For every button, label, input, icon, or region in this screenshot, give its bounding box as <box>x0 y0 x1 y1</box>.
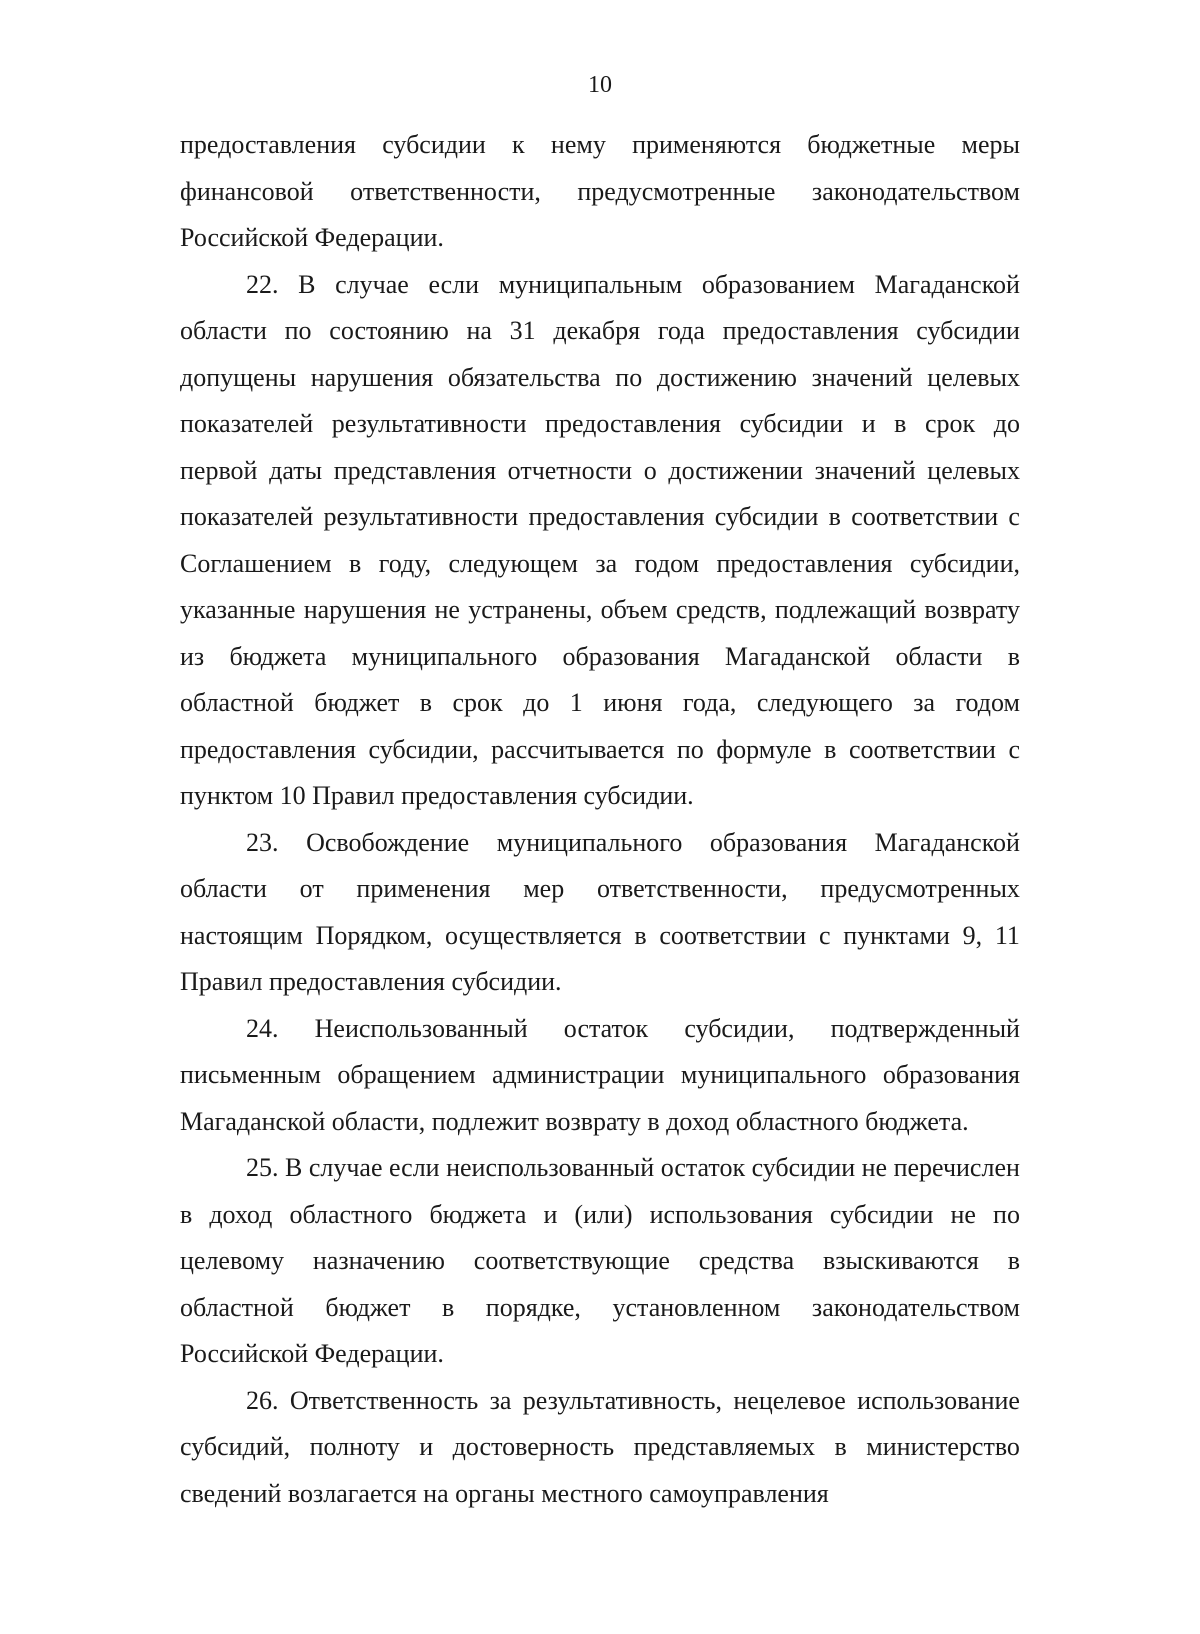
text-line: допущены нарушения обязательства по достижению значений целевых <box>180 362 1020 392</box>
text-line: Российской Федерации. <box>180 223 444 252</box>
text-line: предоставления субсидии, рассчитывается по формуле в соответствии с <box>180 734 1020 764</box>
paragraph-p25 <box>180 1145 1020 1378</box>
text-line: из бюджета муниципального образования Магаданской области в <box>180 641 1020 671</box>
document-body <box>180 122 1020 1517</box>
paragraph-p23 <box>180 820 1020 1006</box>
paragraph-p24 <box>180 1006 1020 1146</box>
text-line: в доход областного бюджета и (или) использования субсидии не по <box>180 1199 1020 1229</box>
text-line: целевому назначению соответствующие средства взыскиваются в <box>180 1246 1020 1275</box>
text-line: пунктом 10 Правил предоставления субсидии. <box>180 781 694 810</box>
text-line: области по состоянию на 31 декабря года предоставления субсидии <box>180 316 1020 345</box>
text-line: 22. В случае если муниципальным образованием Магаданской <box>246 269 1020 299</box>
text-line: областной бюджет в порядке, установленном законодательством <box>180 1292 1020 1322</box>
text-line: области от применения мер ответственности, предусмотренных <box>180 874 1020 903</box>
text-line: 25. В случае если неиспользованный остаток субсидии не перечислен <box>246 1153 1020 1182</box>
text-line: областной бюджет в срок до 1 июня года, следующего за годом <box>180 688 1020 717</box>
paragraph-p22 <box>180 262 1020 820</box>
text-line: показателей результативности предоставления субсидии и в срок до <box>180 409 1020 438</box>
text-line: Правил предоставления субсидии. <box>180 967 562 996</box>
text-line: финансовой ответственности, предусмотренные законодательством <box>180 176 1020 206</box>
text-line: 23. Освобождение муниципального образования Магаданской <box>246 827 1020 857</box>
text-line: сведений возлагается на органы местного самоуправления <box>180 1478 829 1508</box>
text-line: Российской Федерации. <box>180 1339 444 1368</box>
text-line: Магаданской области, подлежит возврату в доход областного бюджета. <box>180 1106 969 1136</box>
text-line: первой даты представления отчетности о достижении значений целевых <box>180 455 1020 485</box>
text-line: указанные нарушения не устранены, объем средств, подлежащий возврату <box>180 595 1020 624</box>
paragraph-p26 <box>180 1378 1020 1518</box>
text-line: показателей результативности предоставления субсидии в соответствии с <box>180 502 1020 531</box>
paragraph-cont <box>180 122 1020 262</box>
text-line: 24. Неиспользованный остаток субсидии, подтвержденный <box>246 1013 1020 1043</box>
text-line: субсидий, полноту и достоверность представляемых в министерство <box>180 1432 1020 1461</box>
page-number: 10 <box>588 72 612 98</box>
text-line: письменным обращением администрации муниципального образования <box>180 1060 1020 1089</box>
text-line: предоставления субсидии к нему применяются бюджетные меры <box>180 130 1020 159</box>
text-line: Соглашением в году, следующем за годом предоставления субсидии, <box>180 548 1020 578</box>
text-line: 26. Ответственность за результативность, нецелевое использование <box>246 1385 1020 1415</box>
text-line: настоящим Порядком, осуществляется в соответствии с пунктами 9, 11 <box>180 920 1020 950</box>
